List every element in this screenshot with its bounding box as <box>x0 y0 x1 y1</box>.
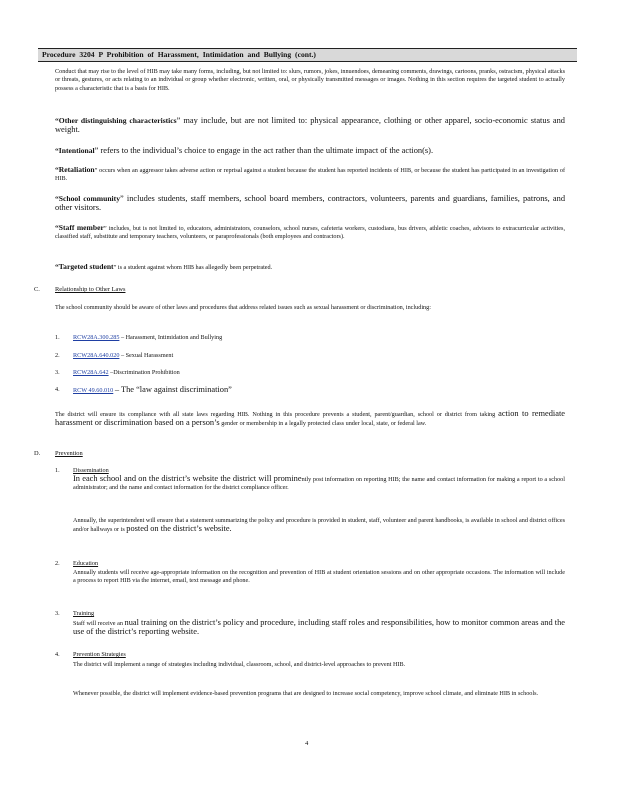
page-number: 4 <box>305 740 309 747</box>
header-text <box>42 49 316 61</box>
definition-term: “Staff member <box>55 223 104 232</box>
list-number: 4. <box>55 386 60 393</box>
list-number: 1. <box>55 334 60 341</box>
law-description: – Harassment, Intimidation and Bullying <box>120 334 223 341</box>
definition-term: “Other distinguishing characteristics <box>55 116 177 125</box>
law-description: –Discrimination Prohibition <box>110 369 180 376</box>
education-paragraph: Annually students will receive age-appropriate information on the recognition and prevention of HIB at student orientation sessions and on other appropriate occasions. The information will include a process to report HIB via the internet, email, text message and phone. <box>73 569 565 585</box>
header-cont: (cont.) <box>295 50 316 59</box>
law-description: – Sexual Harassment <box>120 352 174 359</box>
definition-text: ” refers to the individual’s choice to engage in the act rather than the ultimate impact of the action(s). <box>94 146 434 155</box>
definition-text: ” includes, but is not limited to, educators, administrators, counselors, school nurses, cafeteria workers, custodians, bus drivers, athletic coaches, advisors to extracurricular activities, classified staff, substitute and temporary teachers, volunteers, or paraprofessionals (both employees and contractors). <box>55 225 565 241</box>
definition-term: “School community <box>55 194 120 203</box>
list-number: 2. <box>55 560 60 567</box>
closing-text: The district will ensure its compliance with all state laws regarding HIB. Nothing in this procedure prevents a student, parent/guardian, school or district from taking <box>55 411 499 418</box>
header-title: P Prohibition of Harassment, Intimidation and Bullying <box>98 50 292 59</box>
subsection-title: Prevention Strategies <box>73 651 126 658</box>
list-number: 3. <box>55 610 60 617</box>
subsection-title: Dissemination <box>73 467 109 474</box>
rcw-link[interactable]: RCW28A.640.020 <box>73 352 120 359</box>
definition-text: ” may include, but are not limited to: physical appearance, clothing or other apparel, socio-economic status and weight. <box>55 116 565 135</box>
definition-retaliation <box>55 166 565 184</box>
procedure-header <box>38 48 577 62</box>
definition-school-community <box>55 195 565 214</box>
rcw-link[interactable]: RCW28A.642 <box>73 369 109 376</box>
definition-term: “Intentional <box>55 146 95 155</box>
closing-text-end: gender or membership in a legally protected class under local, state, or federal law. <box>219 420 427 428</box>
dissemination-paragraph <box>73 475 565 493</box>
handbook-paragraph <box>73 517 565 535</box>
header-procedure: Procedure <box>42 50 76 59</box>
definition-term: “Retaliation <box>55 165 95 174</box>
section-c-closing <box>55 410 565 429</box>
handbook-emphasis: posted on the district’s website. <box>126 524 232 534</box>
section-c-letter: C. <box>34 286 40 293</box>
closing-emphasis: action to remediate harassment or discrimination based on a person’s <box>55 409 565 428</box>
subsection-title: Training <box>73 610 95 617</box>
law-item <box>73 334 222 342</box>
definition-text: ” occurs when an aggressor takes adverse action or reprisal against a student because the student has reported incidents of HIB, or because the student has participated in an investigation of HIB. <box>55 167 565 183</box>
definition-intentional <box>55 147 565 156</box>
section-c-intro: The school community should be aware of other laws and procedures that address related issues such as sexual harassment or discrimination, including: <box>55 304 431 311</box>
rcw-link[interactable]: RCW28A.300.285 <box>73 334 120 341</box>
header-number: 3204 <box>79 50 95 59</box>
training-paragraph <box>73 619 565 638</box>
law-description: – The “law against discrimination” <box>114 385 232 394</box>
list-number: 1. <box>55 467 60 474</box>
handbook-text: Annually, the superintendent will ensure that a statement summarizing the policy and procedure is provided in student, staff, volunteer and parent handbooks, is available in school and district offices and/or hallways or is <box>73 517 565 534</box>
list-number: 3. <box>55 369 60 376</box>
list-number: 2. <box>55 352 60 359</box>
law-item <box>73 369 180 377</box>
intro-paragraph: Conduct that may rise to the level of HIB may take many forms, including, but not limited to: slurs, rumors, jokes, innuendoes, demeaning comments, drawings, cartoons, pranks, ostracism, physical attacks or threats, gestures, or acts relating to an individual or group whether electronic, written, oral, or physically transmitted messages or images. Nothing in this section requires the targeted student to actually possess a characteristic that is a basis for HIB. <box>55 68 565 92</box>
law-item <box>73 386 232 395</box>
dissemination-text: ntly post information on reporting HIB; the name and contact information for making a report to a school administrator; and the name and contact information for the district compliance officer. <box>73 476 565 492</box>
definition-targeted-student <box>55 263 565 272</box>
law-item <box>73 352 173 360</box>
subsection-title: Education <box>73 560 99 567</box>
definition-text: ” includes students, staff members, school board members, contractors, volunteers, parents and guardians, families, patrons, and other visitors. <box>55 194 566 213</box>
strategies-paragraph: The district will implement a range of strategies including individual, classroom, school, and district-level approaches to prevent HIB. <box>73 661 406 668</box>
section-d-title: Prevention <box>55 450 83 457</box>
dissemination-emphasis: In each school and on the district’s website the district will promine <box>73 474 302 483</box>
training-text: Staff will receive an <box>73 620 123 627</box>
definition-text: ” is a student against whom HIB has allegedly been perpetrated. <box>113 264 273 271</box>
list-number: 4. <box>55 651 60 658</box>
section-d-letter: D. <box>34 450 41 457</box>
definition-other-characteristics <box>55 117 565 136</box>
rcw-link[interactable]: RCW 49.60.010 <box>73 387 114 394</box>
definition-staff-member <box>55 224 565 242</box>
programs-paragraph: Whenever possible, the district will implement evidence-based prevention programs that are designed to increase social competency, improve school climate, and eliminate HIB in schools. <box>73 690 539 697</box>
section-c-title: Relationship to Other Laws <box>55 286 126 293</box>
training-emphasis: nual training on the district’s policy and procedure, including staff roles and responsibilities, how to monitor common areas and the use of the district’s reporting website. <box>73 618 565 637</box>
definition-term: “Targeted student <box>55 262 114 271</box>
